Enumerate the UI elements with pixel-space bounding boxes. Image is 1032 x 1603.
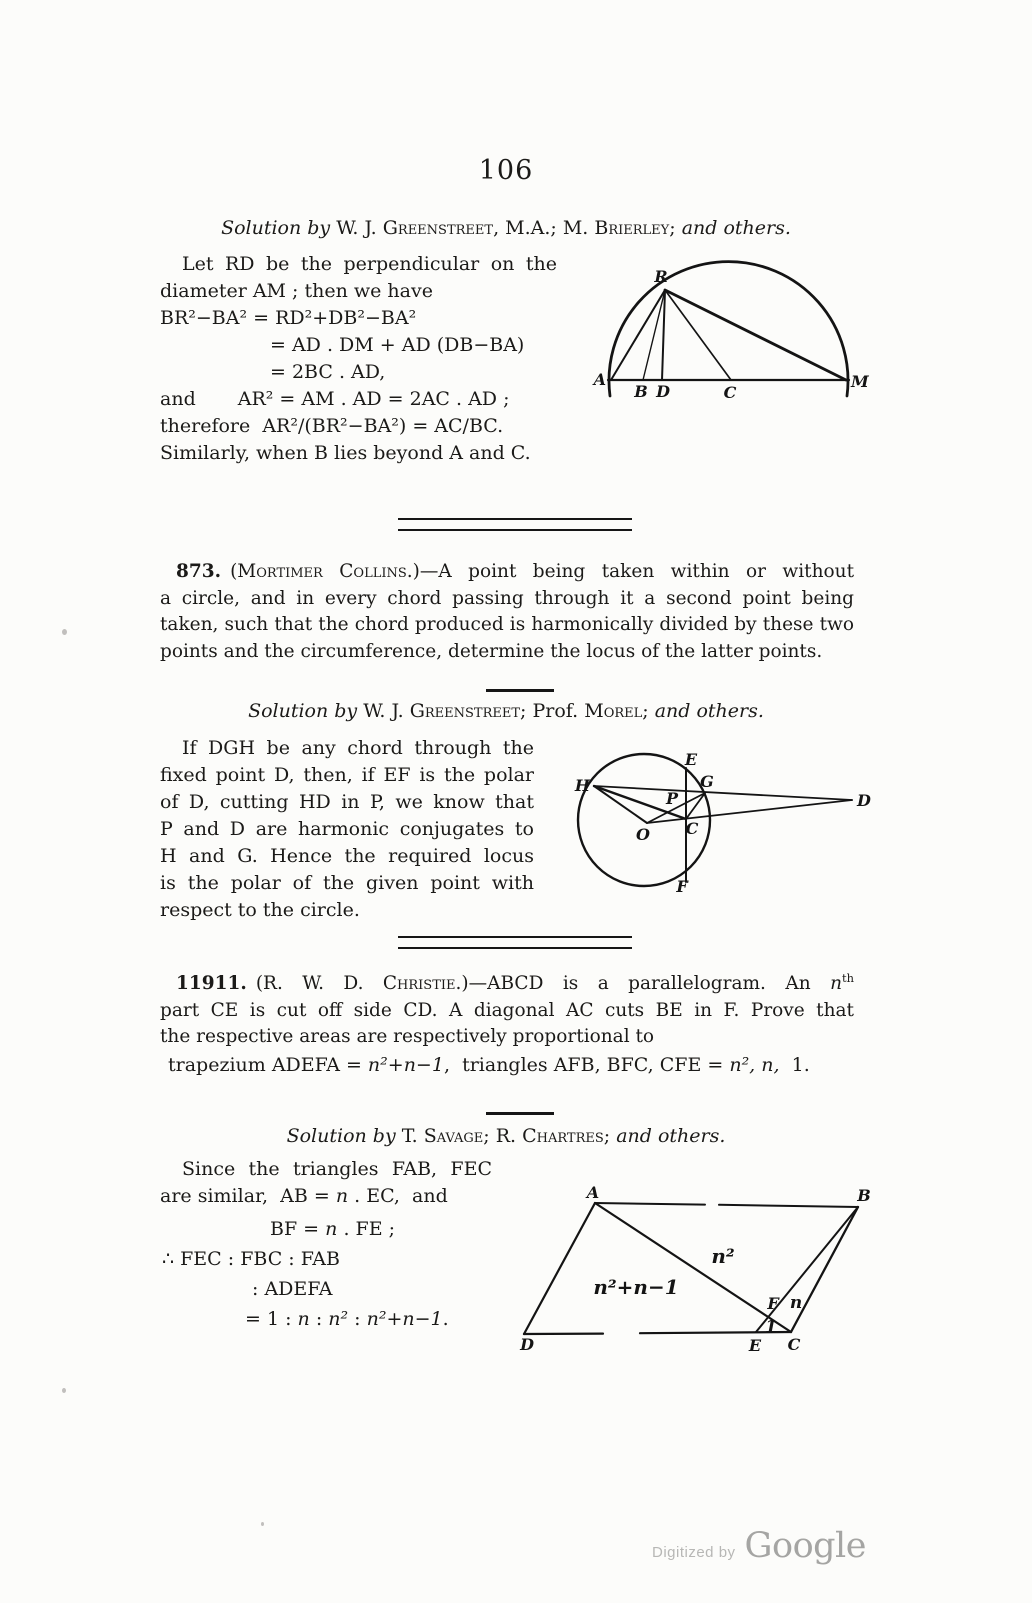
problem-line: 11911. (R. W. D. Christie.)—ABCD is a parallelogram. An $n^{th}$ — [176, 970, 854, 994]
point-label-A: A — [593, 370, 606, 389]
problem-11911 — [160, 971, 854, 1051]
solution2-line: is the polar of the given point with — [160, 872, 534, 894]
line-RC — [665, 290, 731, 380]
equation-line: BR²−BA² = RD²+DB²−BA² — [160, 307, 417, 329]
line-RD — [662, 290, 665, 380]
edge-DA — [524, 1203, 595, 1334]
solution1-byline: Solution by W. J. Greenstreet, M.A.; M. Brierley; and others. — [221, 217, 791, 239]
solution2-text — [160, 735, 534, 924]
point-label-R: R — [654, 267, 668, 286]
point-label-B: B — [857, 1186, 871, 1205]
section-divider-short — [486, 1112, 554, 1115]
solution3-text — [160, 1156, 492, 1333]
equation-line: : ADEFA — [252, 1278, 333, 1300]
solution2-line: of D, cutting HD in P, we know that — [160, 791, 534, 813]
point-label-O: O — [636, 825, 650, 844]
page-number: 106 — [478, 155, 534, 186]
equation-body: AR² = AM . AD = 2AC . AD ; — [237, 388, 510, 410]
area-label-trapezium: n²+n−1 — [593, 1275, 679, 1299]
edge-AB-part1 — [595, 1203, 705, 1205]
equation-line: ∴ FEC : FBC : FAB — [162, 1248, 340, 1270]
google-logo: Google — [744, 1526, 866, 1566]
problem-line: a circle, and in every chord passing through it a second point being — [160, 587, 854, 609]
solution2-line: If DGH be any chord through the — [182, 737, 534, 759]
equation-line: = AD . DM + AD (DB−BA) — [270, 334, 525, 356]
point-label-D: D — [857, 791, 871, 810]
solution1-line: Let RD be the perpendicular on the — [182, 253, 557, 275]
area-label-n: n — [789, 1293, 803, 1313]
solution3-byline: Solution by T. Savage; R. Chartres; and others. — [286, 1125, 726, 1147]
equation-line: BF = n . FE ; — [270, 1218, 396, 1240]
point-label-A: A — [586, 1183, 600, 1202]
problem-line: 873. (Mortimer Collins.)—A point being taken within or without — [176, 561, 854, 582]
equation-line: = 1 : n : n² : n²+n−1. — [245, 1308, 449, 1330]
edge-AB-part2 — [719, 1205, 858, 1207]
point-label-C: C — [685, 819, 699, 838]
area-label-one: 1 — [765, 1317, 777, 1337]
area-label-n-squared: n² — [711, 1244, 735, 1268]
point-label-G: G — [700, 772, 714, 791]
solution3-line: are similar, AB = n . EC, and — [160, 1185, 448, 1207]
section-divider-double — [398, 518, 632, 531]
equation-line: = 2BC . AD, — [270, 361, 386, 383]
solution3-line: Since the triangles FAB, FEC — [182, 1158, 492, 1180]
equation-line — [160, 386, 557, 413]
watermark-prefix: Digitized by — [652, 1544, 736, 1561]
point-label-E: E — [684, 750, 698, 769]
solution2-line: H and G. Hence the required locus — [160, 845, 534, 867]
point-label-C: C — [787, 1335, 801, 1354]
diagonal-AC — [595, 1203, 791, 1332]
problem-line: taken, such that the chord produced is harmonically divided by these two — [160, 614, 854, 635]
solution1-line: diameter AM ; then we have — [160, 280, 433, 302]
point-label-D: D — [656, 382, 670, 401]
solution2-byline: Solution by W. J. Greenstreet; Prof. Morel; and others. — [248, 700, 764, 722]
cevian-BE — [756, 1207, 858, 1332]
problem-line: points and the circumference, determine the locus of the latter points. — [160, 640, 823, 662]
equation-line: therefore AR²/(BR²−BA²) = AC/BC. — [160, 415, 504, 437]
point-label-M: M — [851, 372, 869, 391]
solution2-line: respect to the circle. — [160, 899, 360, 921]
section-divider-short — [486, 689, 554, 692]
circle-polar-diagram — [560, 742, 872, 904]
semicircle-diagram — [593, 253, 873, 405]
point-label-F: F — [767, 1294, 779, 1313]
section-divider-double — [398, 936, 632, 949]
problem-line: the respective areas are respectively proportional to — [160, 1026, 655, 1047]
scan-speck — [261, 1522, 264, 1526]
line-HO — [594, 786, 647, 823]
scan-speck — [62, 629, 67, 635]
solution1-text — [160, 251, 557, 467]
solution1-closing: Similarly, when B lies beyond A and C. — [160, 442, 531, 464]
point-label-D: D — [520, 1335, 534, 1354]
solution2-line: P and D are harmonic conjugates to — [160, 818, 534, 840]
point-label-F: F — [676, 877, 688, 896]
solution2-line: fixed point D, then, if EF is the polar — [160, 764, 534, 786]
chord-HGD — [594, 786, 852, 800]
point-label-P: P — [665, 789, 679, 808]
problem-11911-formula: trapezium ADEFA = n²+n−1, triangles AFB, BFC, CFE = n², n, 1. — [168, 1054, 810, 1076]
parallelogram-diagram — [505, 1185, 875, 1357]
point-label-B: B — [634, 382, 648, 401]
digitized-watermark — [652, 1526, 866, 1566]
point-label-C: C — [723, 383, 737, 402]
line-GC — [686, 793, 705, 819]
problem-873 — [160, 559, 854, 665]
problem-line: part CE is cut off side CD. A diagonal AC cuts BE in F. Prove that — [160, 999, 854, 1021]
edge-BC — [791, 1207, 858, 1332]
equation-prefix: and — [160, 388, 196, 410]
point-label-H: H — [574, 776, 590, 795]
scan-speck — [62, 1388, 66, 1393]
point-label-E: E — [748, 1336, 762, 1355]
